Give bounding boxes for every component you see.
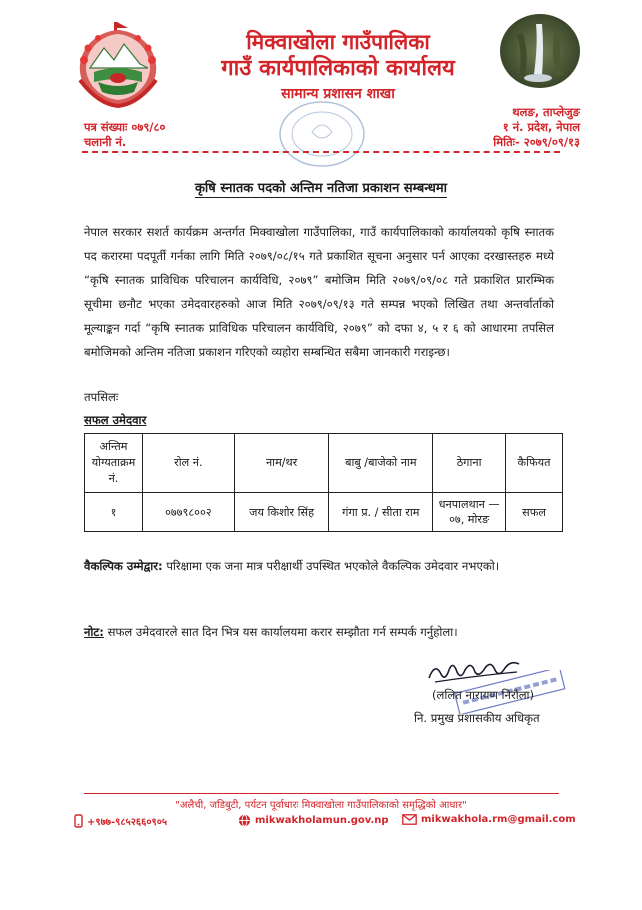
nepal-emblem-icon — [68, 20, 168, 110]
successful-candidates-heading: सफल उमेदवार — [84, 413, 147, 427]
alternate-candidate-paragraph — [84, 554, 554, 578]
signatory-name: (ललित नारायण निरौला) — [432, 688, 535, 702]
location-line2: १ नं. प्रदेश, नेपाल — [502, 120, 580, 134]
alternate-label: वैकल्पिक उम्मेद्वार: — [84, 559, 163, 573]
cell-address: धनपालथान — ०७, मोरङ — [433, 493, 506, 532]
municipality-name: मिक्वाखोला गाउँपालिका — [246, 30, 430, 54]
subject-text: कृषि स्नातक पदको अन्तिम नतिजा प्रकाशन सम्बन्धमा — [194, 181, 448, 196]
cell-name: जय किशोर सिंह — [234, 493, 329, 532]
col-guardian: बाबु /बाजेको नाम — [329, 434, 433, 493]
phone-number: +९७७-९८५२६६०९०५ — [87, 817, 168, 828]
office-stamp-seal — [276, 98, 368, 170]
office-name: गाउँ कार्यपालिकाको कार्यालय — [221, 56, 455, 81]
col-remarks: कैफियत — [506, 434, 563, 493]
signatory-title: नि. प्रमुख प्रशासकीय अधिकृत — [414, 711, 540, 725]
location-line1: थलङ, ताप्लेजुङ — [512, 105, 580, 119]
cell-remarks: सफल — [506, 493, 563, 532]
contact-website[interactable] — [238, 814, 389, 827]
col-rank: अन्तिम योग्यताक्रम नं. — [85, 434, 143, 493]
col-roll: रोल नं. — [142, 434, 234, 493]
dispatch-number: चलानी नं. — [84, 135, 127, 149]
header-divider — [82, 151, 560, 153]
footer-divider — [84, 793, 559, 794]
website-link[interactable]: mikwakholamun.gov.np — [255, 815, 389, 826]
alternate-text: परिक्षामा एक जना मात्र परीक्षार्थी उपस्थित भएकोले वैकल्पिक उमेदवार नभएको। — [162, 559, 500, 573]
col-address: ठेगाना — [433, 434, 506, 493]
note-text: सफल उमेदवारले सात दिन भित्र यस कार्यालयमा करार सम्झौता गर्न सम्पर्क गर्नुहोला। — [103, 625, 458, 639]
footer-slogan: "अलैची, जडिबुटी, पर्यटन पूर्वाधारः मिक्वाखोला गाउँपालिकाको समृद्धिको आधार" — [175, 800, 467, 811]
body-paragraph: नेपाल सरकार सशर्त कार्यक्रम अन्तर्गत मिक्वाखोला गाउँपालिका, गाउँ कार्यपालिकाको कार्यालयको कृषि स्नातक पद करारमा पदपूर्ती गर्नका लागि मिति २०७९/०८/१५ गते प्रकाशित सूचना अनुसार पर्न आएका दरखास्तहरु मध्ये “कृषि स्नातक प्राविधिक परिचालन कार्यविधि, २०७९” बमोजिम मिति २०७९/०९/०८ गते प्रकाशित प्रारम्भिक सूचीमा छनौट भएका उमेदवारहरुको आज मिति २०७९/०९/१३ गते सम्पन्न भएको लिखित तथा अन्तर्वार्ताको मूल्याङ्कन गर्दा “कृषि स्नातक प्राविधिक परिचालन कार्यविधि, २०७९” को दफा ४, ५ र ६ को आधारमा तपसिल बमोजिमको अन्तिम नतिजा प्रकाशन गरिएको व्यहोरा सम्बन्धित सबैमा जानकारी गराइन्छ। — [84, 225, 554, 359]
email-link[interactable]: mikwakhola.rm@gmail.com — [421, 814, 576, 825]
contact-phone — [74, 814, 167, 828]
subject-line — [0, 178, 642, 196]
phone-icon — [74, 814, 83, 828]
waterfall-photo — [500, 14, 580, 88]
table-header-row — [85, 434, 563, 493]
cell-roll: ०७७९८००२ — [142, 493, 234, 532]
globe-icon — [238, 814, 251, 827]
note-label: नोट: — [84, 625, 104, 639]
ref-number: पत्र संख्याः ०७९/८० — [84, 120, 166, 134]
results-table — [84, 433, 563, 532]
table-row — [85, 493, 563, 532]
contact-email[interactable] — [402, 814, 576, 825]
details-label: तपसिलः — [84, 390, 119, 404]
col-name: नाम/थर — [234, 434, 329, 493]
mail-icon — [402, 814, 417, 825]
note-paragraph — [84, 620, 564, 644]
section-name: सामान्य प्रशासन शाखा — [281, 86, 395, 102]
address-date-block — [493, 105, 580, 150]
cell-rank: १ — [85, 493, 143, 532]
reference-block — [84, 120, 165, 150]
letter-date: मितिः- २०७९/०९/१३ — [493, 135, 580, 149]
cell-guardian: गंगा प्र. / सीता राम — [329, 493, 433, 532]
